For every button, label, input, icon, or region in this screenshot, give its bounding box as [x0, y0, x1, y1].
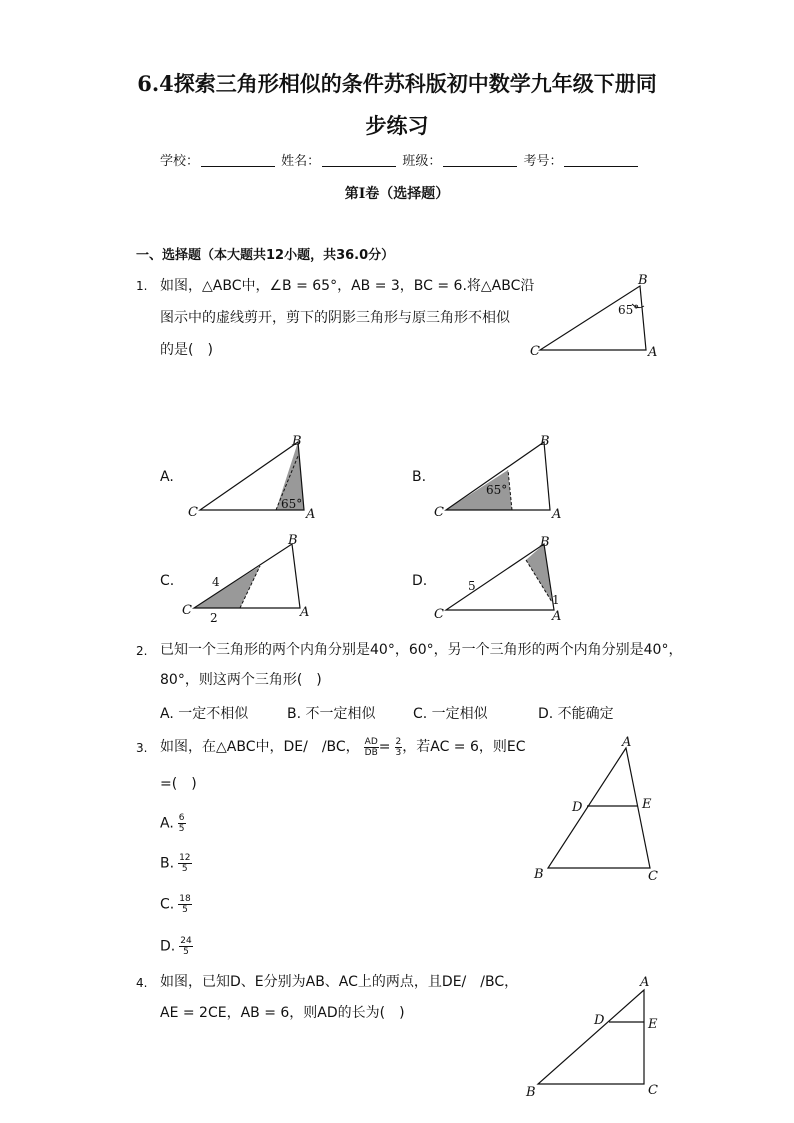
q3-text-c: ，若AC = 6，则EC	[402, 739, 526, 755]
q1-line3: 的是( )	[160, 342, 213, 358]
q3-a-num: 6	[178, 813, 185, 823]
q1-option-c-figure[interactable]	[180, 530, 330, 625]
student-info	[160, 150, 640, 169]
q4-figure	[520, 972, 670, 1102]
q3-frac-den: DB	[364, 747, 378, 758]
q1-line1: 如图，△ABC中，∠B = 65°，AB = 3，BC = 6.将△ABC沿	[160, 278, 535, 294]
q4-label-D: D	[594, 1013, 605, 1028]
q1-c-label-C: C	[182, 603, 192, 618]
q4-label-A: A	[640, 975, 650, 990]
q2-option-b[interactable]: B. 不一定相似	[287, 706, 376, 722]
id-label: 考号：	[523, 154, 563, 169]
q1-b-label-B: B	[540, 434, 550, 449]
q1-b-label-A: A	[552, 507, 562, 522]
q3-triangle	[548, 748, 650, 868]
q2-number: 2.	[136, 644, 148, 658]
q3-a-den: 5	[178, 824, 185, 834]
q3-option-a[interactable]	[160, 813, 186, 834]
q1-b-label-angle: 65°	[486, 483, 508, 497]
q3-a-frac	[178, 813, 186, 834]
q1-option-d-figure[interactable]	[428, 530, 578, 625]
q3-frac-ad-db	[364, 737, 379, 758]
name-field[interactable]	[322, 166, 396, 167]
id-field[interactable]	[564, 166, 638, 167]
q4-label-E: E	[648, 1017, 658, 1032]
q1-option-a-label[interactable]: A.	[160, 469, 174, 485]
q1-d-label-C: C	[434, 607, 444, 622]
q3-label-D: D	[572, 800, 583, 815]
q3-d-label: D.	[160, 938, 176, 955]
q4-label-B: B	[526, 1085, 536, 1100]
q3-option-d[interactable]	[160, 936, 193, 957]
q3-c-label: C.	[160, 896, 175, 913]
q1-option-c-label[interactable]: C.	[160, 573, 175, 589]
q3-text-a: 如图，在△ABC中，DE/ /BC，	[160, 739, 360, 755]
q1-d-label-1: 1	[552, 593, 560, 607]
q1-d-label-A: A	[552, 609, 562, 624]
q4-number: 4.	[136, 976, 148, 990]
q3-c-den: 5	[182, 905, 188, 915]
q3-b-frac	[178, 853, 191, 874]
q3-label-E: E	[642, 797, 652, 812]
q1-c-label-4: 4	[212, 575, 220, 589]
q4-line2: AE = 2CE，AB = 6，则AD的长为( )	[160, 1005, 405, 1021]
q1-d-label-5: 5	[468, 579, 476, 593]
q1-d-label-B: B	[540, 535, 550, 550]
q1-c-label-2: 2	[210, 611, 218, 625]
volume-heading: 第I卷（选择题）	[344, 186, 450, 202]
q3-label-B: B	[534, 867, 544, 882]
q1-option-d-label[interactable]: D.	[412, 573, 428, 589]
q1-triangle	[540, 286, 646, 350]
q1-a-label-A: A	[306, 507, 316, 522]
q1-line2: 图示中的虚线剪开，剪下的阴影三角形与原三角形不相似	[160, 310, 510, 326]
q1-c-label-A: A	[300, 605, 310, 620]
page-title-line2: 步练习	[365, 113, 429, 138]
q4-label-C: C	[648, 1083, 658, 1098]
q3-d-den: 5	[183, 947, 189, 957]
q1-label-A: A	[648, 345, 658, 360]
section-heading: 一、选择题（本大题共12小题，共36.0分）	[136, 248, 395, 263]
q2-option-c[interactable]: C. 一定相似	[413, 706, 488, 722]
q3-c-num: 18	[179, 894, 191, 904]
q2-option-a[interactable]: A. 一定不相似	[160, 706, 249, 722]
q2-option-d[interactable]: D. 不能确定	[538, 706, 614, 722]
q1-a-label-C: C	[188, 505, 198, 520]
q1-c-label-B: B	[288, 533, 298, 548]
q3-b-label: B.	[160, 855, 175, 872]
q3-ratio-den: 3	[395, 747, 402, 758]
q2-line1: 已知一个三角形的两个内角分别是40°，60°，另一个三角形的两个内角分别是40°，	[160, 642, 683, 658]
class-label: 班级：	[402, 154, 442, 169]
q3-label-A: A	[622, 735, 632, 750]
q3-b-den: 5	[181, 864, 188, 874]
q1-a-label-B: B	[292, 434, 302, 449]
q1-label-B: B	[638, 273, 648, 288]
page-title-line1: 6.4探索三角形相似的条件苏科版初中数学九年级下册同	[137, 71, 657, 96]
q3-a-label: A.	[160, 815, 174, 832]
q3-c-frac	[178, 894, 191, 915]
class-field[interactable]	[443, 166, 517, 167]
q1-figure	[520, 268, 680, 368]
school-label: 学校：	[160, 154, 200, 169]
q3-option-c[interactable]	[160, 894, 192, 915]
q1-option-a-figure[interactable]	[180, 430, 330, 525]
q1-label-angle: 65°	[618, 303, 640, 317]
q3-frac-num: AD	[364, 736, 378, 747]
school-field[interactable]	[201, 166, 275, 167]
q3-option-b[interactable]	[160, 853, 192, 874]
q3-number: 3.	[136, 741, 148, 755]
q2-line2: 80°，则这两个三角形( )	[160, 672, 322, 688]
q3-line1	[160, 731, 526, 763]
q3-d-frac	[179, 936, 192, 957]
q4-line1: 如图，已知D、E分别为AB、AC上的两点，且DE/ /BC，	[160, 974, 519, 990]
q4-triangle	[538, 990, 644, 1084]
q3-b-num: 12	[179, 853, 191, 863]
q3-d-num: 24	[180, 936, 192, 946]
q1-number: 1.	[136, 279, 148, 293]
q1-option-b-label[interactable]: B.	[412, 469, 427, 485]
q3-ratio-num: 2	[395, 736, 402, 747]
q3-eq: =	[378, 739, 391, 755]
q1-option-b-figure[interactable]	[428, 430, 578, 525]
q3-line2: =( )	[160, 776, 197, 792]
q3-figure	[528, 734, 678, 884]
q1-a-label-angle: 65°	[281, 497, 303, 511]
q1-b-label-C: C	[434, 505, 444, 520]
q3-label-C: C	[648, 869, 658, 884]
name-label: 姓名：	[281, 154, 321, 169]
q1-label-C: C	[530, 344, 540, 359]
